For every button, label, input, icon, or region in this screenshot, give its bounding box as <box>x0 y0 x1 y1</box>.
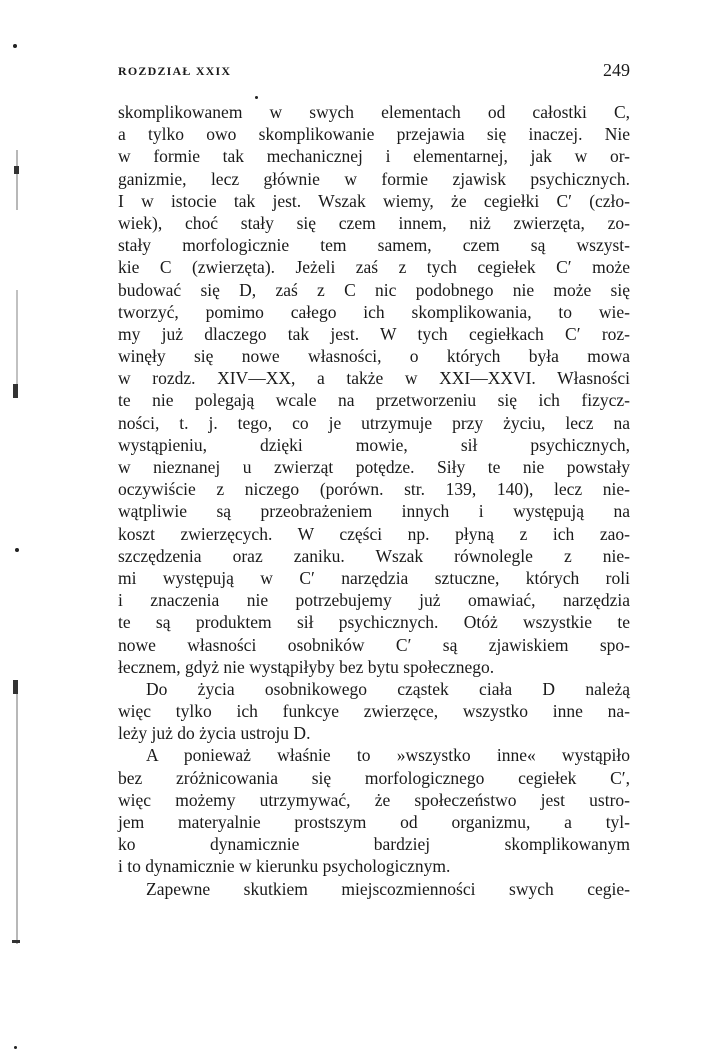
running-head: ROZDZIAŁ XXIX <box>118 64 232 78</box>
text-line: wątpliwie są przeobrażeniem innych i występują na <box>118 501 630 522</box>
text-line: I w istocie tak jest. Wszak wiemy, że cegiełki C′ (czło- <box>118 190 630 211</box>
margin-mark <box>16 290 18 390</box>
text-line: w rozdz. XIV—XX, a także w XXI—XXVI. Własności <box>118 368 630 389</box>
text-line: ko dynamicznie bardziej skomplikowanym <box>118 834 630 855</box>
text-line: a tylko owo skomplikowanie przejawia się inaczej. Nie <box>118 124 630 145</box>
text-line: leży już do życia ustroju D. <box>118 723 311 744</box>
scan-speck <box>15 548 19 552</box>
text-line: nowe własności osobników C′ są zjawiskiem spo- <box>118 634 630 655</box>
text-line: więc możemy utrzymywać, że społeczeństwo jest ustro- <box>118 789 630 810</box>
scan-speck <box>255 96 258 99</box>
text-line: kie C (zwierzęta). Jeżeli zaś z tych cegiełek C′ może <box>118 257 630 278</box>
text-line: bez zróżnicowania się morfologicznego cegiełek C′, <box>118 767 630 788</box>
text-line: jem materyalnie prostszym od organizmu, a tyl- <box>118 812 630 832</box>
text-line: w nieznanej u zwierząt potędze. Siły te nie powstały <box>118 457 630 477</box>
text-line: skomplikowanem w swych elementach od całostki C, <box>118 102 630 122</box>
text-line: Do życia osobnikowego cząstek ciała D należą <box>146 678 630 699</box>
text-line: wiek), choć stały się czem innem, niż zwierzęta, zo- <box>118 212 630 233</box>
text-line: ganizmie, lecz głównie w formie zjawisk psychicznych. <box>118 168 630 189</box>
margin-mark <box>12 940 20 943</box>
text-line: te są produktem sił psychicznych. Otóż wszystkie te <box>118 612 630 633</box>
text-line: i to dynamicznie w kierunku psychologicznym. <box>118 856 451 877</box>
scan-speck <box>13 44 17 48</box>
text-line: koszt zwierzęcych. W części np. płyną z ich zao- <box>118 523 630 544</box>
text-line: ności, t. j. tego, co je utrzymuje przy życiu, lecz na <box>118 412 630 433</box>
text-line: te nie polegają wcale na przetworzeniu się ich fizycz- <box>118 390 630 411</box>
text-line: Zapewne skutkiem miejscozmienności swych cegie- <box>146 878 630 899</box>
text-line: i znaczenia nie potrzebujemy już omawiać, narzędzia <box>118 590 630 611</box>
text-line: my już dlaczego tak jest. W tych cegiełkach C′ roz- <box>118 323 630 344</box>
margin-mark <box>16 694 18 944</box>
margin-mark <box>14 166 19 174</box>
text-line: szczędzenia oraz zaniku. Wszak równolegle z nie- <box>118 545 630 566</box>
text-line: A ponieważ właśnie to »wszystko inne« wystąpiło <box>146 745 630 766</box>
margin-mark <box>13 680 18 694</box>
text-line: wystąpieniu, dzięki mowie, sił psychicznych, <box>118 434 630 455</box>
text-line: winęły się nowe własności, o których była mowa <box>118 346 630 367</box>
text-line: łecznem, gdyż nie wystąpiłyby bez bytu społecznego. <box>118 656 495 677</box>
text-line: więc tylko ich funkcye zwierzęce, wszystko inne na- <box>118 701 630 722</box>
text-line: stały morfologicznie tem samem, czem są wszyst- <box>118 235 630 256</box>
page-number: 249 <box>603 60 630 80</box>
text-line: w formie tak mechanicznej i elementarnej, jak w or- <box>118 146 630 167</box>
scan-speck <box>14 1046 17 1049</box>
text-line: budować się D, zaś z C nic podobnego nie może się <box>118 279 630 300</box>
margin-mark <box>16 150 18 210</box>
page-header <box>118 60 630 86</box>
text-line: mi występują w C′ narzędzia sztuczne, których roli <box>118 567 630 588</box>
text-line: oczywiście z niczego (porówn. str. 139, 140), lecz nie- <box>118 479 630 500</box>
margin-mark <box>13 384 18 398</box>
text-line: tworzyć, pomimo całego ich skomplikowania, to wie- <box>118 301 630 322</box>
body-text <box>118 101 630 900</box>
